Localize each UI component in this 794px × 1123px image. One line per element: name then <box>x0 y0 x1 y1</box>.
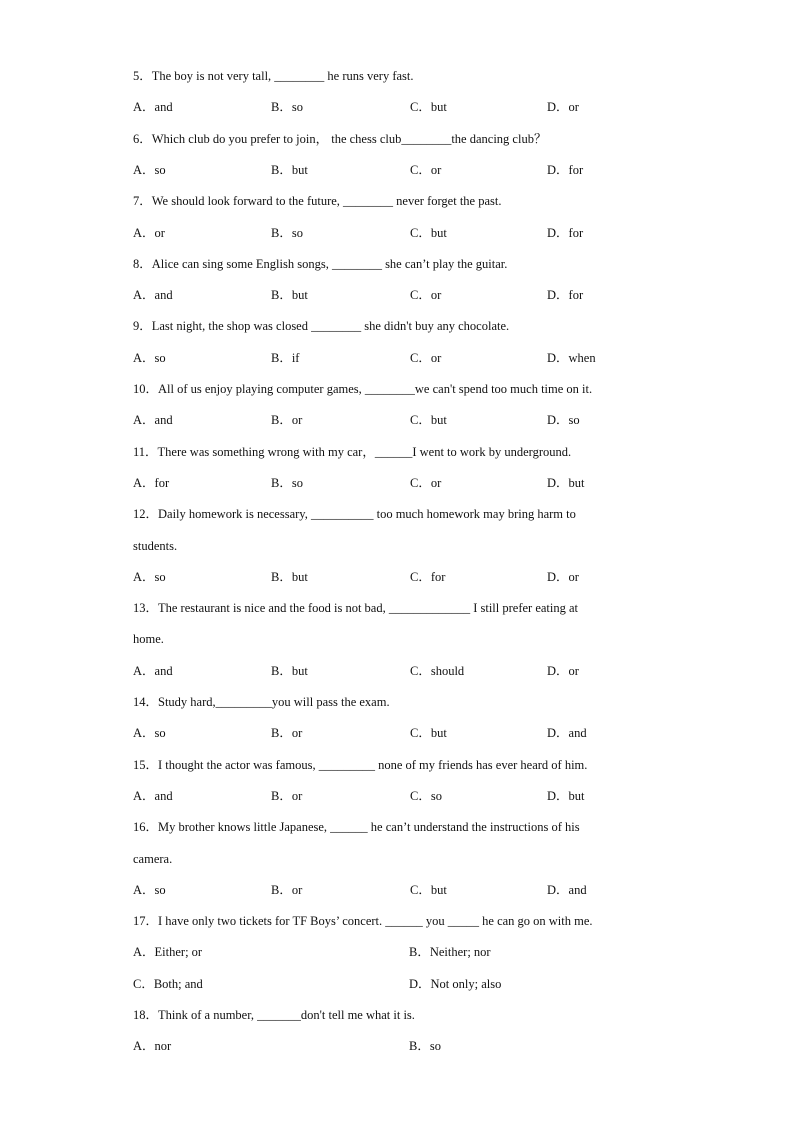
answer-option[interactable]: C．but <box>410 100 447 115</box>
answer-option[interactable]: C．or <box>410 162 442 177</box>
answer-option[interactable]: C．or <box>410 475 442 490</box>
answer-option[interactable]: B．so <box>409 1039 441 1054</box>
question-text: 14．Study hard,_________you will pass the exam. <box>133 695 390 709</box>
answer-option[interactable]: C．but <box>410 726 447 741</box>
answer-option[interactable]: B．if <box>271 350 300 365</box>
question-text: 15．I thought the actor was famous, _________ none of my friends has ever heard of him. <box>133 757 588 772</box>
answer-option[interactable]: B．so <box>271 225 303 240</box>
question-text: 6．Which club do you prefer to join， the chess club________the dancing club？ <box>133 131 547 146</box>
question-text: 8．Alice can sing some English songs, ________ she can’t play the guitar. <box>133 256 508 271</box>
question-text-continued: home. <box>133 632 164 647</box>
question-text: 13．The restaurant is nice and the food is not bad, _____________ I still prefer eating at <box>133 601 579 616</box>
answer-option[interactable]: D．or <box>547 663 579 678</box>
answer-option[interactable]: A．so <box>133 726 166 741</box>
answer-option[interactable]: D．or <box>547 100 579 115</box>
answer-option[interactable]: B．or <box>271 788 303 803</box>
answer-option[interactable]: A．for <box>133 475 170 490</box>
answer-option[interactable]: A．so <box>133 569 166 584</box>
answer-option[interactable]: A．and <box>133 413 173 428</box>
answer-option[interactable]: A．and <box>133 663 173 678</box>
answer-option[interactable]: C．should <box>410 663 465 678</box>
answer-option[interactable]: C．but <box>410 225 447 240</box>
answer-option[interactable]: C．or <box>410 288 442 303</box>
answer-option[interactable]: B．but <box>271 288 308 303</box>
answer-option[interactable]: C．for <box>410 569 446 584</box>
answer-option[interactable]: A．so <box>133 882 166 897</box>
answer-option[interactable]: C．or <box>410 350 442 365</box>
answer-option[interactable]: D．or <box>547 569 579 584</box>
answer-option[interactable]: D．but <box>547 788 585 803</box>
answer-option[interactable]: D．for <box>547 288 584 303</box>
answer-option[interactable]: A．nor <box>133 1039 172 1054</box>
answer-option[interactable]: D．for <box>547 162 584 177</box>
answer-option[interactable]: C．but <box>410 413 447 428</box>
answer-option[interactable]: B．or <box>271 413 303 428</box>
answer-option[interactable]: A．and <box>133 788 173 803</box>
question-text: 12．Daily homework is necessary, __________ too much homework may bring harm to <box>133 507 576 522</box>
question-text: 17．I have only two tickets for TF Boys’ concert. ______ you _____ he can go on with me. <box>133 914 593 929</box>
question-text-continued: camera. <box>133 851 173 866</box>
answer-option[interactable]: C．but <box>410 882 447 897</box>
question-text: 18．Think of a number, _______don't tell me what it is. <box>133 1008 415 1022</box>
answer-option[interactable]: D．for <box>547 225 584 240</box>
answer-option[interactable]: D．when <box>547 350 596 365</box>
answer-option[interactable]: D．and <box>547 882 587 897</box>
answer-option[interactable]: A．or <box>133 225 165 240</box>
answer-option[interactable]: B．but <box>271 162 308 177</box>
question-text: 7．We should look forward to the future, ________ never forget the past. <box>133 194 502 209</box>
question-text-continued: students. <box>133 538 178 553</box>
answer-option[interactable]: A．and <box>133 100 173 115</box>
answer-option[interactable]: D．and <box>547 726 587 741</box>
answer-option[interactable]: C．Both; and <box>133 976 203 991</box>
answer-option[interactable]: B．Neither; nor <box>409 945 491 960</box>
question-text: 5．The boy is not very tall, ________ he runs very fast. <box>133 69 414 83</box>
answer-option[interactable]: D．Not only; also <box>409 976 502 991</box>
answer-option[interactable]: B．but <box>271 569 308 584</box>
question-text: 10．All of us enjoy playing computer games, ________we can't spend too much time on it. <box>133 382 593 396</box>
answer-option[interactable]: B．so <box>271 475 303 490</box>
answer-option[interactable]: C．so <box>410 788 442 803</box>
answer-option[interactable]: B．but <box>271 663 308 678</box>
answer-option[interactable]: D．but <box>547 475 585 490</box>
question-text: 16．My brother knows little Japanese, ______ he can’t understand the instructions of his <box>133 820 580 835</box>
answer-option[interactable]: A．Either; or <box>133 945 203 960</box>
question-text: 11．There was something wrong with my car，______I went to work by underground. <box>133 444 572 459</box>
answer-option[interactable]: A．so <box>133 350 166 365</box>
question-text: 9．Last night, the shop was closed ________ she didn't buy any chocolate. <box>133 319 510 334</box>
answer-option[interactable]: A．so <box>133 162 166 177</box>
answer-option[interactable]: B．so <box>271 100 303 115</box>
answer-option[interactable]: D．so <box>547 413 580 428</box>
answer-option[interactable]: A．and <box>133 288 173 303</box>
answer-option[interactable]: B．or <box>271 726 303 741</box>
answer-option[interactable]: B．or <box>271 882 303 897</box>
